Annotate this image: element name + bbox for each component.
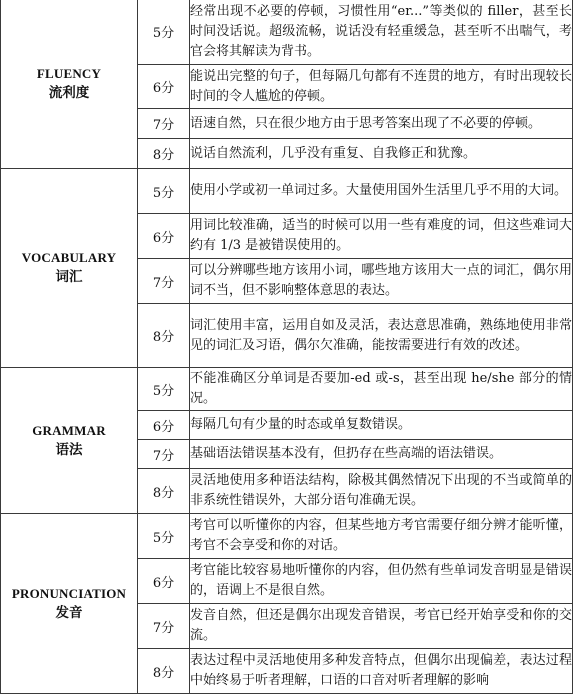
score-cell: 5分 xyxy=(138,368,190,411)
score-cell: 8分 xyxy=(138,469,190,514)
category-cell-vocabulary xyxy=(1,169,138,368)
description-cell: 可以分辨哪些地方该用小词，哪些地方该用大一点的词汇，偶尔用词不当，但不影响整体意思的表达。 xyxy=(190,259,573,304)
score-cell: 6分 xyxy=(138,65,190,109)
score-cell: 6分 xyxy=(138,214,190,259)
table-row xyxy=(1,514,573,559)
description-cell: 考官能比较容易地听懂你的内容，但仍然有些单词发音明显是错误的，语调上不是很自然。 xyxy=(190,559,573,604)
description-cell: 用词比较准确，适当的时候可以用一些有难度的词，但这些难词大约有 1/3 是被错误使用的。 xyxy=(190,214,573,259)
score-cell: 6分 xyxy=(138,411,190,440)
score-cell: 7分 xyxy=(138,259,190,304)
category-name-zh: 流利度 xyxy=(48,84,90,100)
category-name-en: GRAMMAR xyxy=(32,422,106,438)
score-cell: 8分 xyxy=(138,649,190,694)
score-cell: 7分 xyxy=(138,604,190,649)
score-cell: 7分 xyxy=(138,440,190,469)
category-cell-grammar xyxy=(1,368,138,514)
score-cell: 8分 xyxy=(138,304,190,368)
score-cell: 6分 xyxy=(138,559,190,604)
score-cell: 5分 xyxy=(138,0,190,65)
description-cell: 能说出完整的句子，但每隔几句都有不连贯的地方，有时出现较长时间的令人尴尬的停顿。 xyxy=(190,65,573,109)
description-cell: 基础语法错误基本没有，但扔存在些高端的语法错误。 xyxy=(190,440,573,469)
table-row xyxy=(1,368,573,411)
description-cell: 考官可以听懂你的内容，但某些地方考官需要仔细分辨才能听懂，考官不会享受和你的对话。 xyxy=(190,514,573,559)
description-cell: 经常出现不必要的停顿，习惯性用“er...”等类似的 filler，甚至长时间没话说。超级流畅，说话没有轻重缓急，甚至听不出喘气，考官会将其解读为背书。 xyxy=(190,0,573,65)
score-cell: 5分 xyxy=(138,169,190,214)
description-cell: 灵活地使用多种语法结构，除极其偶然情况下出现的不当或简单的非系统性错误外，大部分语句准确无误。 xyxy=(190,469,573,514)
description-cell: 词汇使用丰富，运用自如及灵活，表达意思准确，熟练地使用非常见的词汇及习语，偶尔欠准确，能按需要进行有效的改述。 xyxy=(190,304,573,368)
category-cell-pronunciation xyxy=(1,514,138,694)
category-name-en: VOCABULARY xyxy=(21,250,117,265)
category-name-zh: 语法 xyxy=(55,441,83,457)
description-cell: 发音自然，但还是偶尔出现发音错误，考官已经开始享受和你的交流。 xyxy=(190,604,573,649)
score-cell: 5分 xyxy=(138,514,190,559)
description-cell: 说话自然流利，几乎没有重复、自我修正和犹豫。 xyxy=(190,139,573,169)
score-cell: 8分 xyxy=(138,139,190,169)
table-row xyxy=(1,169,573,214)
category-name-zh: 词汇 xyxy=(55,269,83,284)
table-row xyxy=(1,0,573,65)
category-cell-fluency xyxy=(1,0,138,169)
score-cell: 7分 xyxy=(138,109,190,139)
description-cell: 不能准确区分单词是否要加-ed 或-s，甚至出现 he/she 部分的情况。 xyxy=(190,368,573,411)
category-name-zh: 发音 xyxy=(55,604,83,620)
description-cell: 表达过程中灵活地使用多种发音特点，但偶尔出现偏差，表达过程中始终易于听者理解，口语的口音对听者理解的影响 xyxy=(190,649,573,694)
category-name-en: PRONUNCIATION xyxy=(11,585,127,601)
description-cell: 语速自然，只在很少地方由于思考答案出现了不必要的停顿。 xyxy=(190,109,573,139)
category-name-en: FLUENCY xyxy=(36,65,102,81)
description-cell: 使用小学或初一单词过多。大量使用国外生活里几乎不用的大词。 xyxy=(190,169,573,214)
description-cell: 每隔几句有少量的时态或单复数错误。 xyxy=(190,411,573,440)
